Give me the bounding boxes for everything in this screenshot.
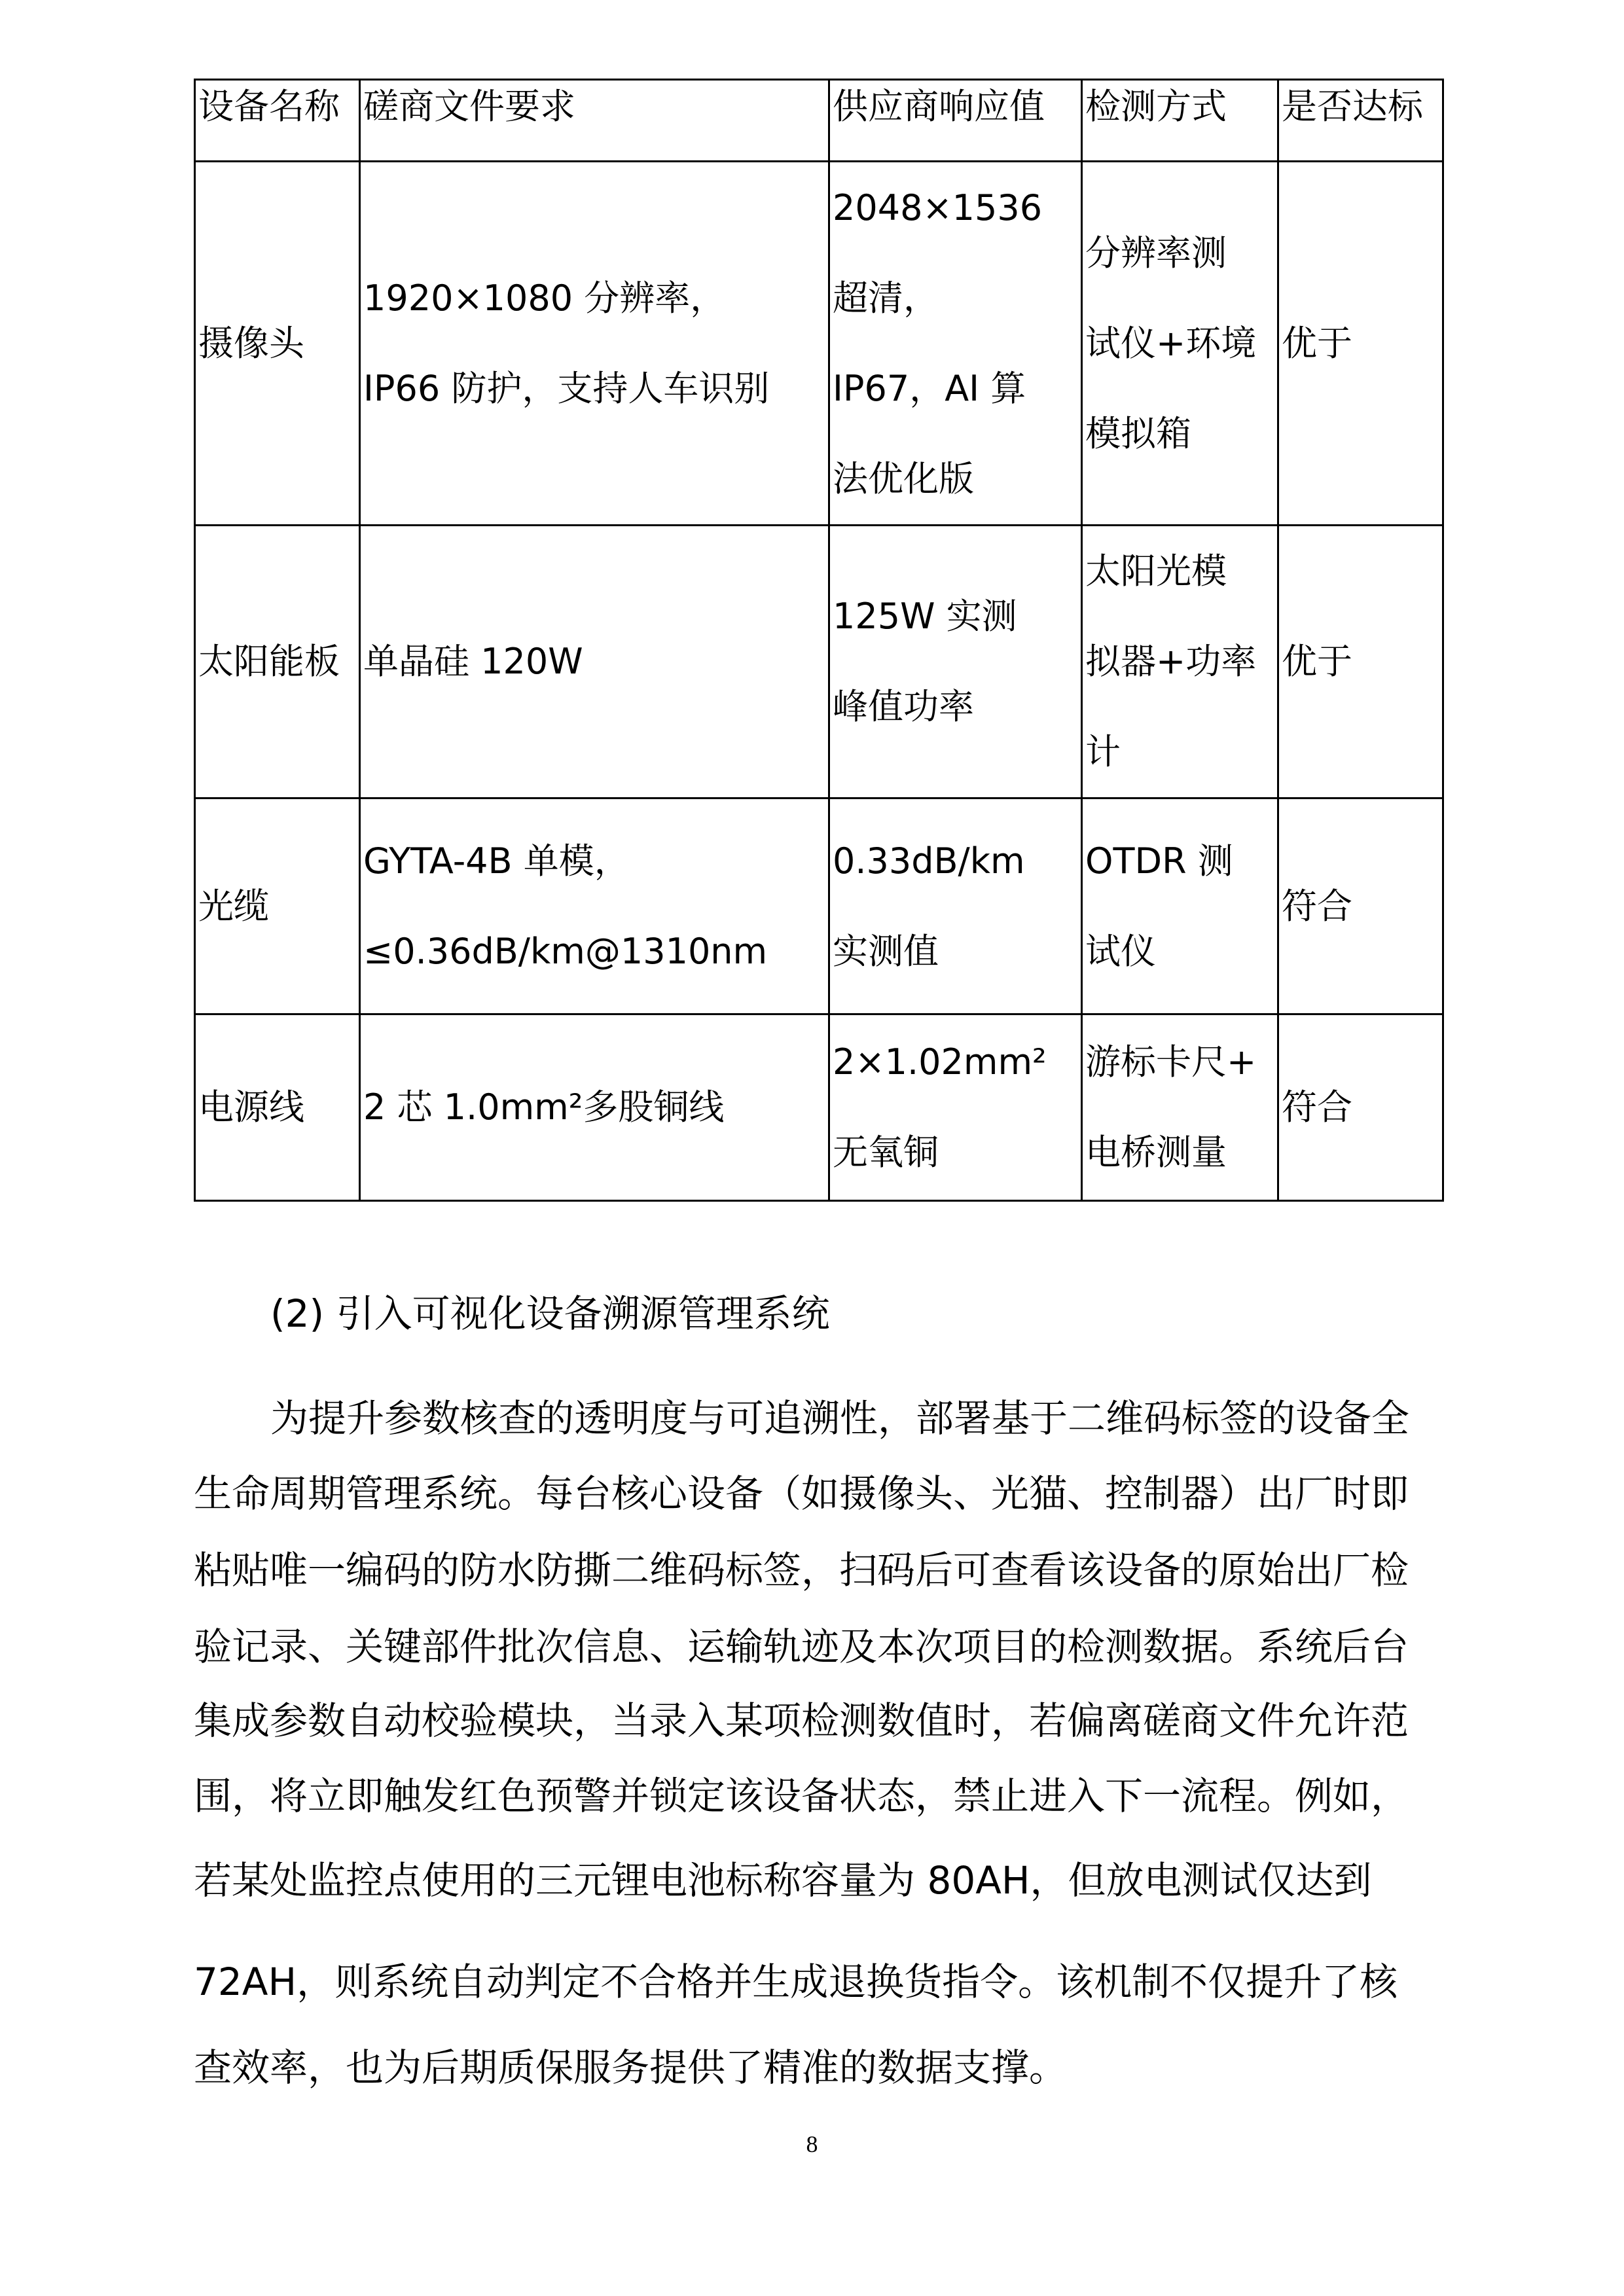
cell-result [1278, 798, 1443, 1014]
cell-line: 实测值 [833, 930, 939, 972]
cell-result [1278, 162, 1443, 526]
cell-line: 符合 [1282, 1086, 1352, 1128]
cell-line: 无氧铜 [833, 1132, 939, 1173]
cell-line: 计 [1085, 731, 1121, 772]
cell-line: 2 芯 1.0mm²多股铜线 [363, 1086, 725, 1128]
paragraph-line: 若某处监控点使用的三元锂电池标称容量为 80AH，但放电测试仅达到 [194, 1858, 1372, 1903]
table-header-row [195, 80, 1443, 162]
header-cell: 是否达标 [1278, 80, 1443, 162]
cell-line: 超清， [833, 277, 939, 319]
table-row [195, 526, 1443, 798]
paragraph-line: 验记录、关键部件批次信息、运输轨迹及本次项目的检测数据。系统后台 [194, 1624, 1409, 1669]
cell-name [195, 526, 360, 798]
header-cell: 检测方式 [1082, 80, 1278, 162]
cell-name [195, 162, 360, 526]
cell-line: 电桥测量 [1085, 1132, 1227, 1173]
cell-line: 2×1.02mm² [833, 1041, 1047, 1083]
cell-response [829, 1014, 1082, 1201]
cell-line: 太阳光模 [1085, 550, 1227, 592]
cell-line: OTDR 测 [1085, 840, 1233, 882]
cell-line: 电源线 [198, 1086, 304, 1128]
paragraph-line: 为提升参数核查的透明度与可追溯性，部署基于二维码标签的设备全 [270, 1396, 1410, 1441]
cell-line: 单晶硅 120W [363, 641, 583, 682]
cell-method [1082, 162, 1278, 526]
cell-line: 符合 [1282, 885, 1352, 927]
cell-requirement [360, 162, 829, 526]
cell-method [1082, 798, 1278, 1014]
table-row [195, 1014, 1443, 1201]
cell-line: 太阳能板 [198, 641, 340, 682]
cell-line: 游标卡尺+ [1085, 1041, 1257, 1083]
header-cell: 磋商文件要求 [360, 80, 829, 162]
cell-line: 1920×1080 分辨率， [363, 277, 726, 319]
cell-requirement [360, 1014, 829, 1201]
cell-requirement [360, 526, 829, 798]
cell-line: 法优化版 [833, 457, 974, 499]
cell-response [829, 162, 1082, 526]
cell-line: IP67，AI 算 [833, 367, 1026, 409]
cell-line: 2048×1536 [833, 187, 1043, 228]
paragraph-line: 生命周期管理系统。每台核心设备（如摄像头、光猫、控制器）出厂时即 [194, 1471, 1409, 1516]
section-heading: (2) 引入可视化设备溯源管理系统 [270, 1291, 830, 1336]
equipment-parameter-table [194, 79, 1444, 1202]
cell-response [829, 798, 1082, 1014]
cell-line: 0.33dB/km [833, 840, 1025, 882]
header-cell: 设备名称 [195, 80, 360, 162]
header-cell: 供应商响应值 [829, 80, 1082, 162]
cell-line: 分辨率测 [1085, 232, 1227, 274]
cell-line: GYTA-4B 单模， [363, 840, 630, 882]
paragraph-line: 粘贴唯一编码的防水防撕二维码标签，扫码后可查看该设备的原始出厂检 [194, 1548, 1409, 1592]
cell-name [195, 1014, 360, 1201]
cell-line: 峰值功率 [833, 686, 974, 727]
cell-result [1278, 1014, 1443, 1201]
table-row [195, 798, 1443, 1014]
cell-line: 试仪+环境 [1085, 322, 1257, 364]
cell-line: 摄像头 [198, 322, 304, 364]
cell-line: ≤0.36dB/km@1310nm [363, 930, 768, 972]
paragraph-line: 72AH，则系统自动判定不合格并生成退换货指令。该机制不仅提升了核 [194, 1960, 1398, 2004]
cell-result [1278, 526, 1443, 798]
cell-requirement [360, 798, 829, 1014]
table-row [195, 162, 1443, 526]
cell-line: 模拟箱 [1085, 412, 1191, 454]
cell-response [829, 526, 1082, 798]
cell-name [195, 798, 360, 1014]
paragraph-line: 查效率，也为后期质保服务提供了精准的数据支撑。 [194, 2045, 1068, 2090]
paragraph-line: 集成参数自动校验模块，当录入某项检测数值时，若偏离磋商文件允许范 [194, 1698, 1409, 1743]
cell-line: 优于 [1282, 641, 1352, 682]
cell-line: IP66 防护，支持人车识别 [363, 367, 770, 409]
page-number: 8 [806, 2131, 818, 2157]
paragraph-line: 围，将立即触发红色预警并锁定该设备状态，禁止进入下一流程。例如， [194, 1774, 1409, 1818]
cell-method [1082, 1014, 1278, 1201]
cell-line: 125W 实测 [833, 596, 1017, 637]
cell-line: 光缆 [198, 885, 269, 927]
cell-method [1082, 526, 1278, 798]
cell-line: 优于 [1282, 322, 1352, 364]
cell-line: 拟器+功率 [1085, 641, 1257, 682]
cell-line: 试仪 [1085, 930, 1156, 972]
